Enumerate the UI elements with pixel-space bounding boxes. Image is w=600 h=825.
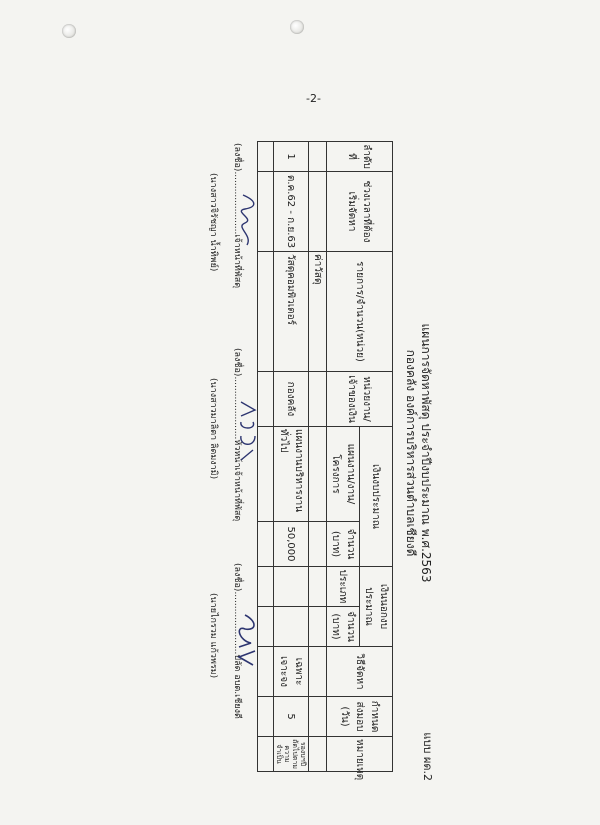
header-nb-amount: จำนวน (บาท) xyxy=(327,607,360,647)
header-budget: เงินงบประมาณ xyxy=(360,427,393,567)
signature-chief xyxy=(207,563,245,763)
cell-nb-type xyxy=(274,567,309,607)
cell-nb-amount xyxy=(274,607,309,647)
header-delivery: กำหนดส่งมอบ (วัน) xyxy=(327,697,393,737)
header-no: ลำดับที่ xyxy=(327,142,393,172)
cell-remark: รองบฯปีถัดไปตามความจำเป็น xyxy=(274,737,309,772)
signature-2-name: (นางสาวมาลิตา ลิดมงามิ) xyxy=(208,378,218,480)
procurement-plan-table xyxy=(257,141,393,781)
cell-delivery: 5 xyxy=(274,697,309,737)
header-unit: หน่วยงาน/เจ้าของเงิน xyxy=(327,372,393,427)
cell-no: 1 xyxy=(274,142,309,172)
handwritten-signature-1 xyxy=(237,191,259,251)
signature-2-line: (ลงชื่อ)......................หัวหน้าเจ้าหน้าที่พัสดุ xyxy=(232,348,242,522)
document-title: แผนการจัดหาพัสดุ ประจำปีงบประมาณ พ.ศ.2563 xyxy=(419,323,433,583)
form-code: แบบ ผด.2 xyxy=(421,732,434,781)
signature-3-name: (นายไกรวม แก้วพรม) xyxy=(208,593,218,679)
category-row: ค่าวัสดุ xyxy=(309,252,327,372)
header-nonbudget: เงินนอกงบประมาณ xyxy=(360,567,393,647)
signature-1-name: (นางสาวจิรัชญา น้ำทิพย์) xyxy=(208,173,218,272)
cell-period: ต.ค.62 - ก.ย.63 xyxy=(274,172,309,252)
header-amount: จำนวน (บาท) xyxy=(327,522,360,567)
header-item: รายการ/จำนวน(หน่วย) xyxy=(327,252,393,372)
signature-officer xyxy=(207,143,245,343)
header-nb-type: ประเภท xyxy=(327,567,360,607)
document-subtitle: กองคลัง องค์การบริหารส่วนตำบลเชียงดี xyxy=(404,349,418,557)
header-plan: แผนงาน/งาน/โครงการ xyxy=(327,427,360,522)
cell-plan: แผนงานบริหารงานทั่วไป xyxy=(274,427,309,522)
rotated-form-page xyxy=(175,133,435,781)
header-remark: หมายเหตุ xyxy=(327,737,393,772)
page-number: -2- xyxy=(306,92,321,105)
cell-method: เฉพาะเจาะจง xyxy=(274,647,309,697)
cell-item: วัสดุคอมพิวเตอร์ xyxy=(274,252,309,372)
signature-head-officer xyxy=(207,348,245,548)
cell-amount: 50,000 xyxy=(274,522,309,567)
cell-unit: กองคลัง xyxy=(274,372,309,427)
header-period: ช่วงเวลาที่ต้องเริ่มจัดหา xyxy=(327,172,393,252)
signature-1-line: (ลงชื่อ)......................เจ้าหน้าที่พัสดุ xyxy=(232,143,242,289)
handwritten-signature-3 xyxy=(235,611,259,671)
signature-3-line: (ลงชื่อ)......................ปลัด อบต.เชียงดี xyxy=(232,563,242,719)
punch-hole-right xyxy=(290,20,304,34)
handwritten-signature-2 xyxy=(235,396,259,466)
header-method: วิธีจัดหา xyxy=(327,647,393,697)
signature-block xyxy=(185,133,245,773)
punch-hole-left xyxy=(62,24,76,38)
table-row xyxy=(274,142,309,772)
